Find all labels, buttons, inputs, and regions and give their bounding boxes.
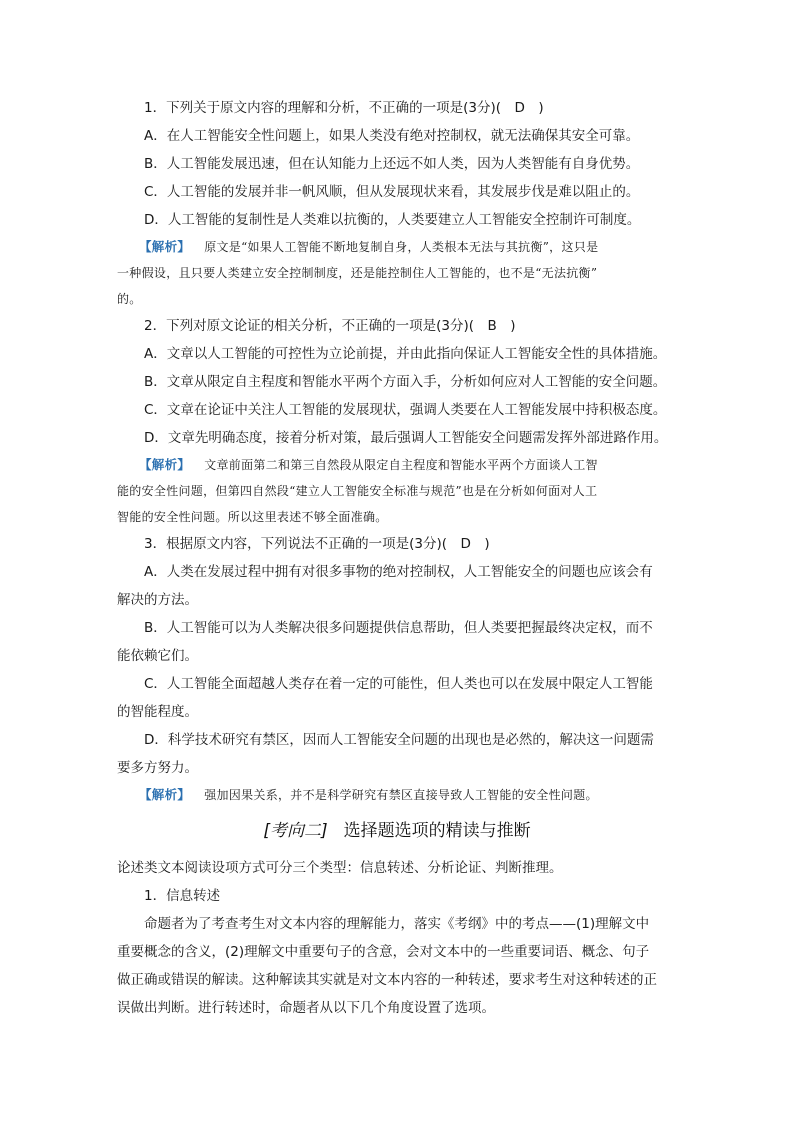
- question-3-option-d: D．科学技术研究有禁区，因而人工智能安全问题的出现也是必然的，解决这一问题需: [144, 732, 654, 748]
- question-1-stem: 1．下列关于原文内容的理解和分析，不正确的一项是(3分)( D ): [144, 100, 544, 116]
- document-page: [117, 94, 677, 1022]
- analysis-tag: 【解析】: [139, 787, 191, 802]
- question-2-analysis: [117, 452, 677, 478]
- question-2-option-a: A．文章以人工智能的可控性为立论前提，并由此指向保证人工智能安全性的具体措施。: [144, 346, 667, 362]
- body-paragraph-line-1: 命题者为了考查考生对文本内容的理解能力，落实《考纲》中的考点——(1)理解文中: [144, 916, 650, 932]
- body-paragraph-line-2: 重要概念的含义，(2)理解文中重要句子的含意，会对文本中的一些重要词语、概念、句子: [117, 944, 650, 960]
- question-2-analysis-line-2: 能的安全性问题，但第四自然段“建立人工智能安全标准与规范”也是在分析如何面对人工: [117, 484, 598, 498]
- analysis-text: 原文是“如果人工智能不断地复制自身，人类根本无法与其抗衡”，这只是: [204, 240, 599, 254]
- analysis-tag: 【解析】: [139, 239, 191, 254]
- question-3-analysis: [117, 782, 677, 808]
- section-heading: [117, 816, 677, 846]
- question-1-analysis-line-3: 的。: [117, 292, 142, 306]
- question-1-analysis: [117, 234, 677, 260]
- question-3-option-d-cont: 要多方努力。: [117, 760, 198, 776]
- question-2-stem: 2．下列对原文论证的相关分析，不正确的一项是(3分)( B ): [144, 318, 516, 334]
- question-2-analysis-line-3: 智能的安全性问题。所以这里表述不够全面准确。: [117, 510, 388, 524]
- question-1-option-d: D．人工智能的复制性是人类难以抗衡的，人类要建立人工智能安全控制许可制度。: [144, 212, 641, 228]
- question-2-option-c: C．文章在论证中关注人工智能的发展现状，强调人类要在人工智能发展中持积极态度。: [144, 402, 667, 418]
- analysis-text: 强加因果关系，并不是科学研究有禁区直接导致人工智能的安全性问题。: [204, 788, 598, 802]
- question-2-option-d: D．文章先明确态度，接着分析对策，最后强调人工智能安全问题需发挥外部进路作用。: [144, 430, 668, 446]
- question-1-option-a: A．在人工智能安全性问题上，如果人类没有绝对控制权，就无法确保其安全可靠。: [144, 128, 640, 144]
- intro-paragraph: 论述类文本阅读设项方式可分三个类型：信息转述、分析论证、判断推理。: [117, 860, 563, 876]
- question-3-option-a-cont: 解决的方法。: [117, 592, 198, 608]
- body-paragraph-line-3: 做正确或错误的解读。这种解读其实就是对文本内容的一种转述，要求考生对这种转述的正: [117, 972, 657, 988]
- question-2-option-b: B．文章从限定自主程度和智能水平两个方面入手，分析如何应对人工智能的安全问题。: [144, 374, 667, 390]
- question-1-option-b: B．人工智能发展迅速，但在认知能力上还远不如人类，因为人类智能有自身优势。: [144, 156, 640, 172]
- analysis-text: 文章前面第二和第三自然段从限定自主程度和智能水平两个方面谈人工智: [204, 458, 598, 472]
- question-3-option-b-cont: 能依赖它们。: [117, 648, 198, 664]
- section-bracket-label: [考向二]: [263, 821, 328, 841]
- section-title-text: 选择题选项的精读与推断: [343, 821, 531, 841]
- analysis-tag: 【解析】: [139, 457, 191, 472]
- question-3-option-c-cont: 的智能程度。: [117, 704, 198, 720]
- question-1-analysis-line-2: 一种假设，且只要人类建立安全控制制度，还是能控制住人工智能的，也不是“无法抗衡”: [117, 266, 598, 280]
- question-3-option-c: C．人工智能全面超越人类存在着一定的可能性，但人类也可以在发展中限定人工智能: [144, 676, 653, 692]
- sub-heading: 1．信息转述: [144, 888, 221, 904]
- body-paragraph-line-4: 误做出判断。进行转述时，命题者从以下几个角度设置了选项。: [117, 1000, 495, 1016]
- question-1-option-c: C．人工智能的发展并非一帆风顺，但从发展现状来看，其发展步伐是难以阻止的。: [144, 184, 640, 200]
- question-3-stem: 3．根据原文内容，下列说法不正确的一项是(3分)( D ): [144, 536, 490, 552]
- question-3-option-b: B．人工智能可以为人类解决很多问题提供信息帮助，但人类要把握最终决定权，而不: [144, 620, 653, 636]
- question-3-option-a: A．人类在发展过程中拥有对很多事物的绝对控制权，人工智能安全的问题也应该会有: [144, 564, 653, 580]
